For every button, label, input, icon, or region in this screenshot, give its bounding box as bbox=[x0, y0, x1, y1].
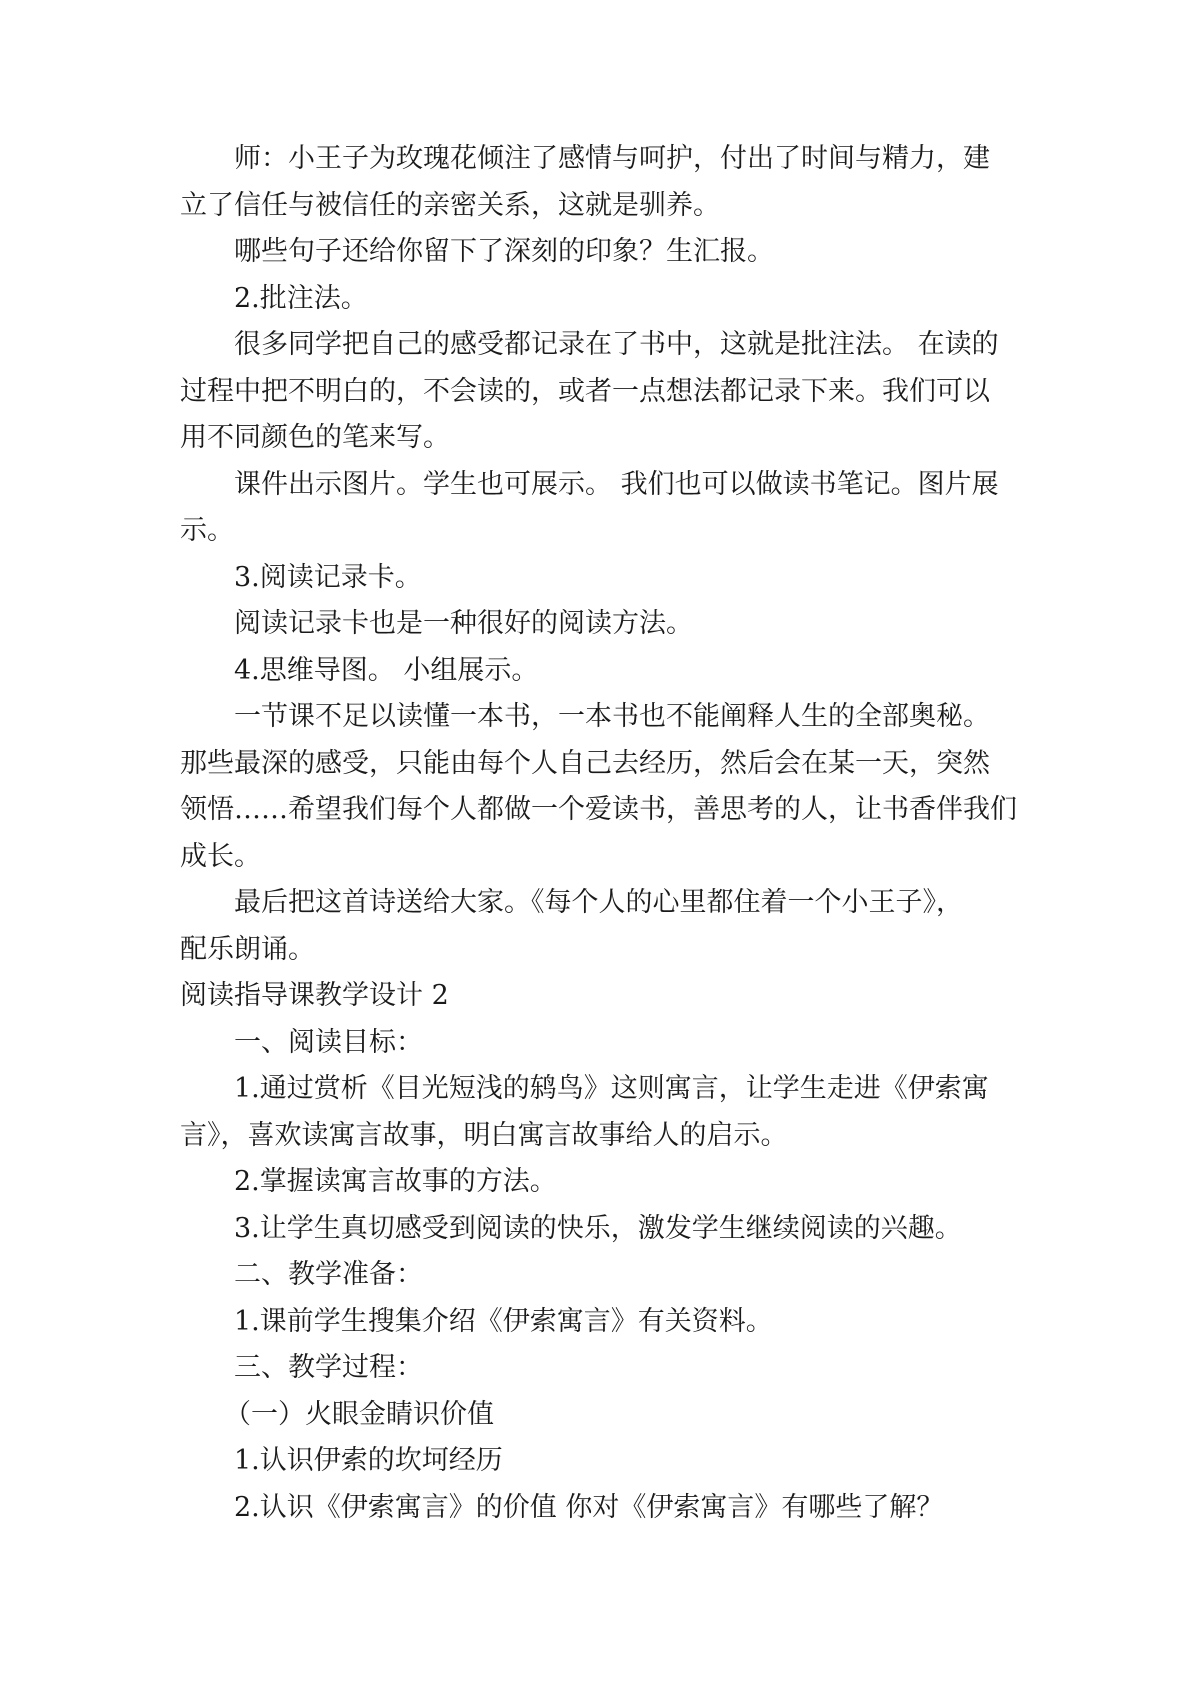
text-line: 哪些句子还给你留下了深刻的印象？生汇报。 bbox=[234, 236, 774, 267]
text-line: 3.让学生真切感受到阅读的快乐，激发学生继续阅读的兴趣。 bbox=[234, 1212, 962, 1244]
document-page bbox=[180, 136, 1060, 1531]
text-line: 很多同学把自己的感受都记录在了书中，这就是批注法。 在读的 bbox=[234, 329, 999, 360]
text-line: 师：小王子为玫瑰花倾注了感情与呵护，付出了时间与精力，建 bbox=[234, 143, 990, 174]
paragraph-courseware-cont bbox=[180, 508, 1060, 555]
paragraph-courseware bbox=[180, 462, 1060, 509]
paragraph-question bbox=[180, 229, 1060, 276]
text-line: 3.阅读记录卡。 bbox=[234, 561, 422, 593]
paragraph-conclusion-cont bbox=[180, 834, 1060, 881]
heading-reading-goals bbox=[180, 1020, 1060, 1067]
paragraph-method-record-card bbox=[180, 555, 1060, 602]
text-line: 2.认识《伊索寓言》的价值 你对《伊索寓言》有哪些了解？ bbox=[234, 1491, 944, 1523]
text-line: 示。 bbox=[180, 515, 234, 546]
text-line: 立了信任与被信任的亲密关系，这就是驯养。 bbox=[180, 189, 720, 221]
preparation-item-1 bbox=[180, 1299, 1060, 1346]
heading-preparation bbox=[180, 1252, 1060, 1299]
paragraph-conclusion-cont bbox=[180, 741, 1060, 788]
goal-item-3 bbox=[180, 1206, 1060, 1253]
paragraph-method-annotation bbox=[180, 276, 1060, 323]
process-item-2 bbox=[180, 1485, 1060, 1532]
paragraph-teacher-remark-cont bbox=[180, 183, 1060, 230]
text-line: 4.思维导图。 小组展示。 bbox=[234, 654, 539, 686]
text-line: 配乐朗诵。 bbox=[180, 933, 315, 965]
text-line: 过程中把不明白的，不会读的，或者一点想法都记录下来。我们可以 bbox=[180, 375, 990, 407]
section-title bbox=[180, 973, 1060, 1020]
text-line: 1.认识伊索的坎坷经历 bbox=[234, 1445, 503, 1476]
process-item-1 bbox=[180, 1438, 1060, 1485]
paragraph-conclusion-cont bbox=[180, 787, 1060, 834]
heading-process bbox=[180, 1345, 1060, 1392]
text-line: 用不同颜色的笔来写。 bbox=[180, 422, 450, 453]
process-subheading-1 bbox=[180, 1392, 1060, 1439]
paragraph-annotation-desc-cont bbox=[180, 369, 1060, 416]
text-line: 阅读记录卡也是一种很好的阅读方法。 bbox=[234, 608, 693, 639]
text-line: 阅读指导课教学设计 2 bbox=[180, 980, 449, 1011]
text-line: 2.掌握读寓言故事的方法。 bbox=[234, 1166, 557, 1197]
paragraph-annotation-desc-cont bbox=[180, 415, 1060, 462]
text-line: 那些最深的感受，只能由每个人自己去经历，然后会在某一天，突然 bbox=[180, 747, 990, 779]
goal-item-1 bbox=[180, 1066, 1060, 1113]
goal-item-1-cont bbox=[180, 1113, 1060, 1160]
text-line: 成长。 bbox=[180, 840, 261, 872]
text-line: 二、教学准备： bbox=[234, 1259, 423, 1290]
paragraph-method-mindmap bbox=[180, 648, 1060, 695]
text-line: 最后把这首诗送给大家。《每个人的心里都住着一个小王子》， bbox=[234, 887, 963, 918]
paragraph-teacher-remark bbox=[180, 136, 1060, 183]
text-line: 三、教学过程： bbox=[234, 1352, 423, 1383]
text-line: 2.批注法。 bbox=[234, 282, 368, 314]
paragraph-annotation-desc bbox=[180, 322, 1060, 369]
text-line: 1.课前学生搜集介绍《伊索寓言》有关资料。 bbox=[234, 1305, 773, 1337]
text-line: 一、阅读目标： bbox=[234, 1026, 423, 1058]
paragraph-record-card-desc bbox=[180, 601, 1060, 648]
text-line: （一）火眼金睛识价值 bbox=[224, 1398, 494, 1430]
text-line: 1.通过赏析《目光短浅的鸫鸟》这则寓言，让学生走进《伊索寓 bbox=[234, 1073, 989, 1104]
text-line: 一节课不足以读懂一本书，一本书也不能阐释人生的全部奥秘。 bbox=[234, 701, 990, 732]
text-line: 领悟……希望我们每个人都做一个爱读书，善思考的人，让书香伴我们 bbox=[180, 794, 1017, 825]
paragraph-poem-gift-cont bbox=[180, 927, 1060, 974]
text-line: 言》，喜欢读寓言故事，明白寓言故事给人的启示。 bbox=[180, 1119, 788, 1151]
goal-item-2 bbox=[180, 1159, 1060, 1206]
paragraph-conclusion bbox=[180, 694, 1060, 741]
text-line: 课件出示图片。学生也可展示。 我们也可以做读书笔记。图片展 bbox=[234, 468, 999, 500]
paragraph-poem-gift bbox=[180, 880, 1060, 927]
